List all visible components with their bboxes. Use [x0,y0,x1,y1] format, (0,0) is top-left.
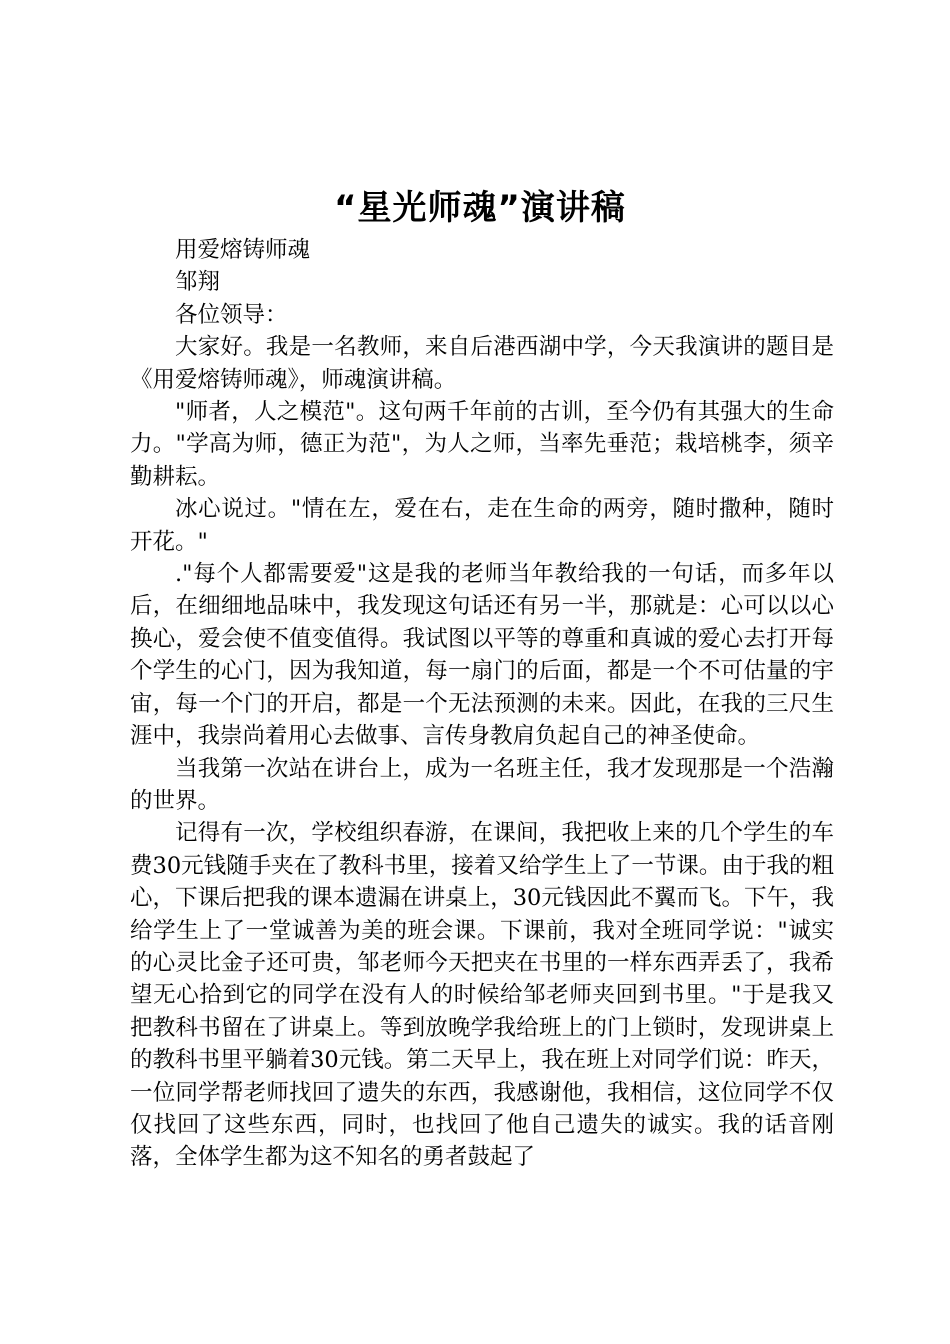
body-paragraph: 当我第一次站在讲台上，成为一名班主任，我才发现那是一个浩瀚的世界。 [130,755,834,814]
document-body [130,234,834,1174]
author-name: 邹翔 [175,269,221,296]
body-paragraph: ."每个人都需要爱"这是我的老师当年教给我的一句话，而多年以后，在细细地品味中，我发现这句话还有另一半，那就是：心可以以心换心，爱会使不值变值得。我试图以平等的尊重和真诚的爱心去打开每个学生的心门，因为我知道，每一扇门的后面，都是一个不可估量的宇宙，每一个门的开启，都是一个无法预测的未来。因此，在我的三尺生涯中，我崇尚着用心去做事、言传身教肩负起自己的神圣使命。 [130,561,834,750]
speech-subtitle: 用爱熔铸师魂 [175,237,311,263]
body-paragraph: 记得有一次，学校组织春游，在课间，我把收上来的几个学生的车费30元钱随手夹在了教科书里，接着又给学生上了一节课。由于我的粗心，下课后把我的课本遗漏在讲桌上，30元钱因此不翼而飞。下午，我给学生上了一堂诚善为美的班会课。下课前，我对全班同学说："诚实的心灵比金子还可贵，邹老师今天把夹在书里的一样东西弄丢了，我希望无心拾到它的同学在没有人的时候给邹老师夹回到书里。"于是我又把教科书留在了讲桌上。等到放晚学我给班上的门上锁时，发现讲桌上的教科书里平躺着30元钱。第二天早上，我在班上对同学们说：昨天，一位同学帮老师找回了遗失的东西，我感谢他，我相信，这位同学不仅仅找回了这些东西，同时，也找回了他自己遗失的诚实。我的话音刚落，全体学生都为这不知名的勇者鼓起了 [130,820,834,1171]
body-paragraph: "师者，人之模范"。这句两千年前的古训，至今仍有其强大的生命力。"学高为师，德正为范"，为人之师，当率先垂范；栽培桃李，须辛勤耕耘。 [130,399,834,490]
document-title: “星光师魂”演讲稿 [334,188,626,228]
salutation: 各位领导： [175,301,288,328]
body-paragraph: 大家好。我是一名教师，来自后港西湖中学，今天我演讲的题目是《用爱熔铸师魂》，师魂演讲稿。 [130,334,834,393]
body-paragraph: 冰心说过。"情在左，爱在右，走在生命的两旁，随时撒种，随时开花。" [130,496,834,555]
